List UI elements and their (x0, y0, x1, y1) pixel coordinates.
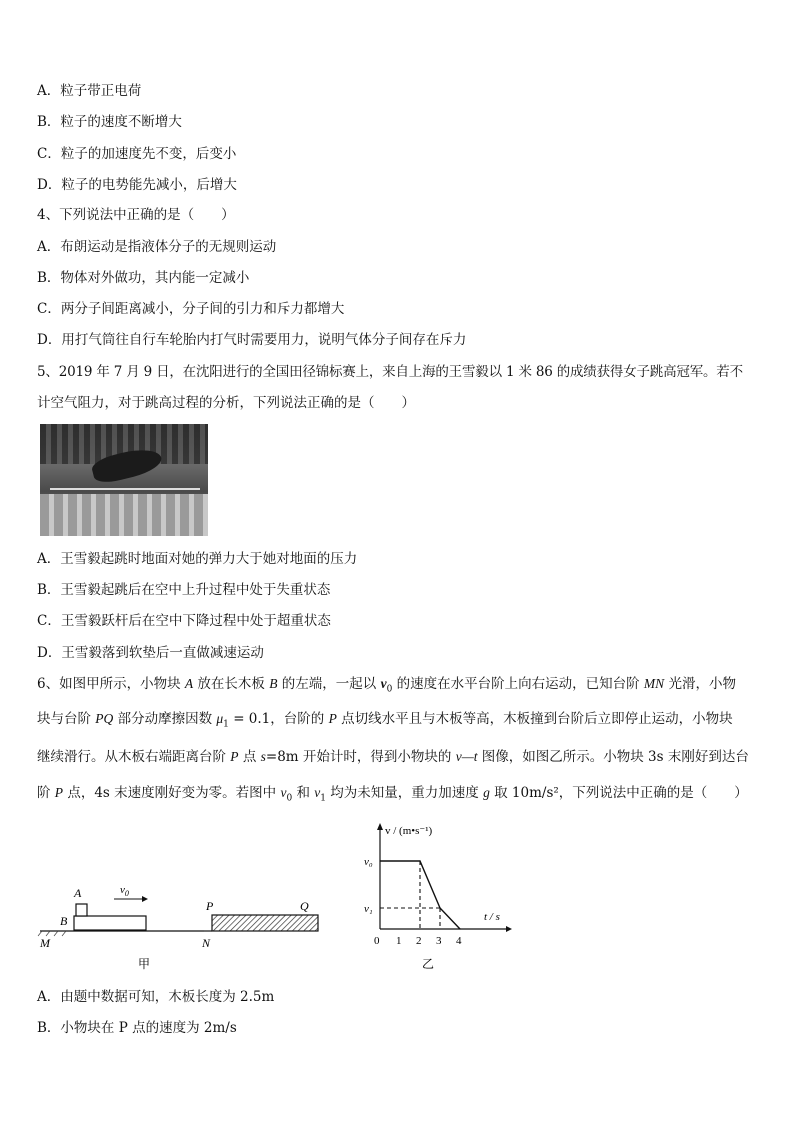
y-tick-label: v₁ (364, 903, 373, 915)
label-q: Q (300, 899, 309, 913)
q4-option-c: C．两分子间距离减小，分子间的引力和斥力都增大 (37, 301, 345, 317)
q3-option-a: A．粒子带正电荷 (37, 83, 142, 99)
x-tick-label: 1 (396, 935, 402, 947)
photo-landing-mat (40, 494, 208, 536)
q5-stem-line2: 计空气阻力，对于跳高过程的分析，下列说法正确的是（ ） (37, 395, 415, 411)
label-b: B (60, 914, 68, 928)
step-pq (212, 915, 318, 931)
x-tick-label: 3 (436, 935, 442, 947)
board-b (74, 916, 146, 930)
x-axis-label: t / s (484, 911, 500, 923)
x-tick-label: 4 (456, 935, 462, 947)
label-v0: $v_0$ (120, 884, 129, 898)
q4-option-b: B．物体对外做功，其内能一定减小 (37, 270, 250, 286)
q6-option-a: A．由题中数据可知，木板长度为 2.5m (37, 989, 275, 1005)
q6-stem-line3: 继续滑行。从木板右端距离台阶 P 点 s=8m 开始计时，得到小物块的 v—t 图像，如图乙所示。小物块 3s 末刚好到达台 (37, 749, 749, 765)
q4-stem: 4、下列说法中正确的是（ ） (37, 207, 235, 223)
x-tick-label: 0 (374, 935, 380, 947)
q4-option-d: D．用打气筒往自行车轮胎内打气时需要用力，说明气体分子间存在斥力 (37, 332, 467, 348)
y-axis-arrow-icon (377, 823, 383, 830)
q6-stem-line2: 块与台阶 PQ 部分动摩擦因数 $\mu_1 = 0.1$，台阶的 P 点切线水平且与木板等高，木板撞到台阶后立即停止运动，小物块 (37, 711, 733, 730)
x-axis-arrow-icon (506, 926, 512, 932)
q5-option-b: B．王雪毅起跳后在空中上升过程中处于失重状态 (37, 582, 331, 598)
high-jump-photo (40, 424, 208, 536)
q3-option-d: D．粒子的电势能先减小，后增大 (37, 177, 237, 193)
block-a (76, 904, 87, 916)
q5-option-c: C．王雪毅跃杆后在空中下降过程中处于超重状态 (37, 613, 331, 629)
photo-crossbar (50, 488, 200, 490)
label-a: A (74, 886, 82, 900)
label-p: P (206, 899, 214, 913)
q5-option-d: D．王雪毅落到软垫后一直做减速运动 (37, 645, 264, 661)
q5-option-a: A．王雪毅起跳时地面对她的弹力大于她对地面的压力 (37, 551, 358, 567)
x-tick-label: 2 (416, 935, 422, 947)
q6-stem-line4: 阶 P 点，4s 末速度刚好变为零。若图中 $v_0$ 和 $v_1$ 均为未知量，重力加速度 g 取 10m/s²，下列说法中正确的是（ ） (37, 785, 748, 804)
q3-option-c: C．粒子的加速度先不变，后变小 (37, 146, 237, 162)
figure-jia-caption: 甲 (138, 957, 151, 971)
label-m: M (40, 936, 50, 950)
figure-yi-caption: 乙 (422, 957, 435, 971)
q5-stem-line1: 5、2019 年 7 月 9 日，在沈阳进行的全国田径锦标赛上，来自上海的王雪毅以 1 米 86 的成绩获得女子跳高冠军。若不 (37, 364, 743, 380)
y-axis-label: v / (m•s⁻¹) (385, 825, 433, 837)
figure-yi-vt-chart (356, 818, 516, 978)
q4-option-a: A．布朗运动是指液体分子的无规则运动 (37, 239, 277, 255)
q3-option-b: B．粒子的速度不断增大 (37, 114, 182, 130)
q6-stem-line1: 6、如图甲所示，小物块 A 放在长木板 B 的左端，一起以 $v_0$ 的速度在水平台阶上向右运动，已知台阶 MN 光滑，小物 (37, 676, 736, 695)
figure-jia (36, 870, 336, 975)
label-n: N (202, 936, 211, 950)
y-tick-label: v₀ (364, 856, 373, 868)
arrow-head-icon (142, 896, 148, 902)
q6-option-b: B．小物块在 P 点的速度为 2m/s (37, 1020, 237, 1036)
